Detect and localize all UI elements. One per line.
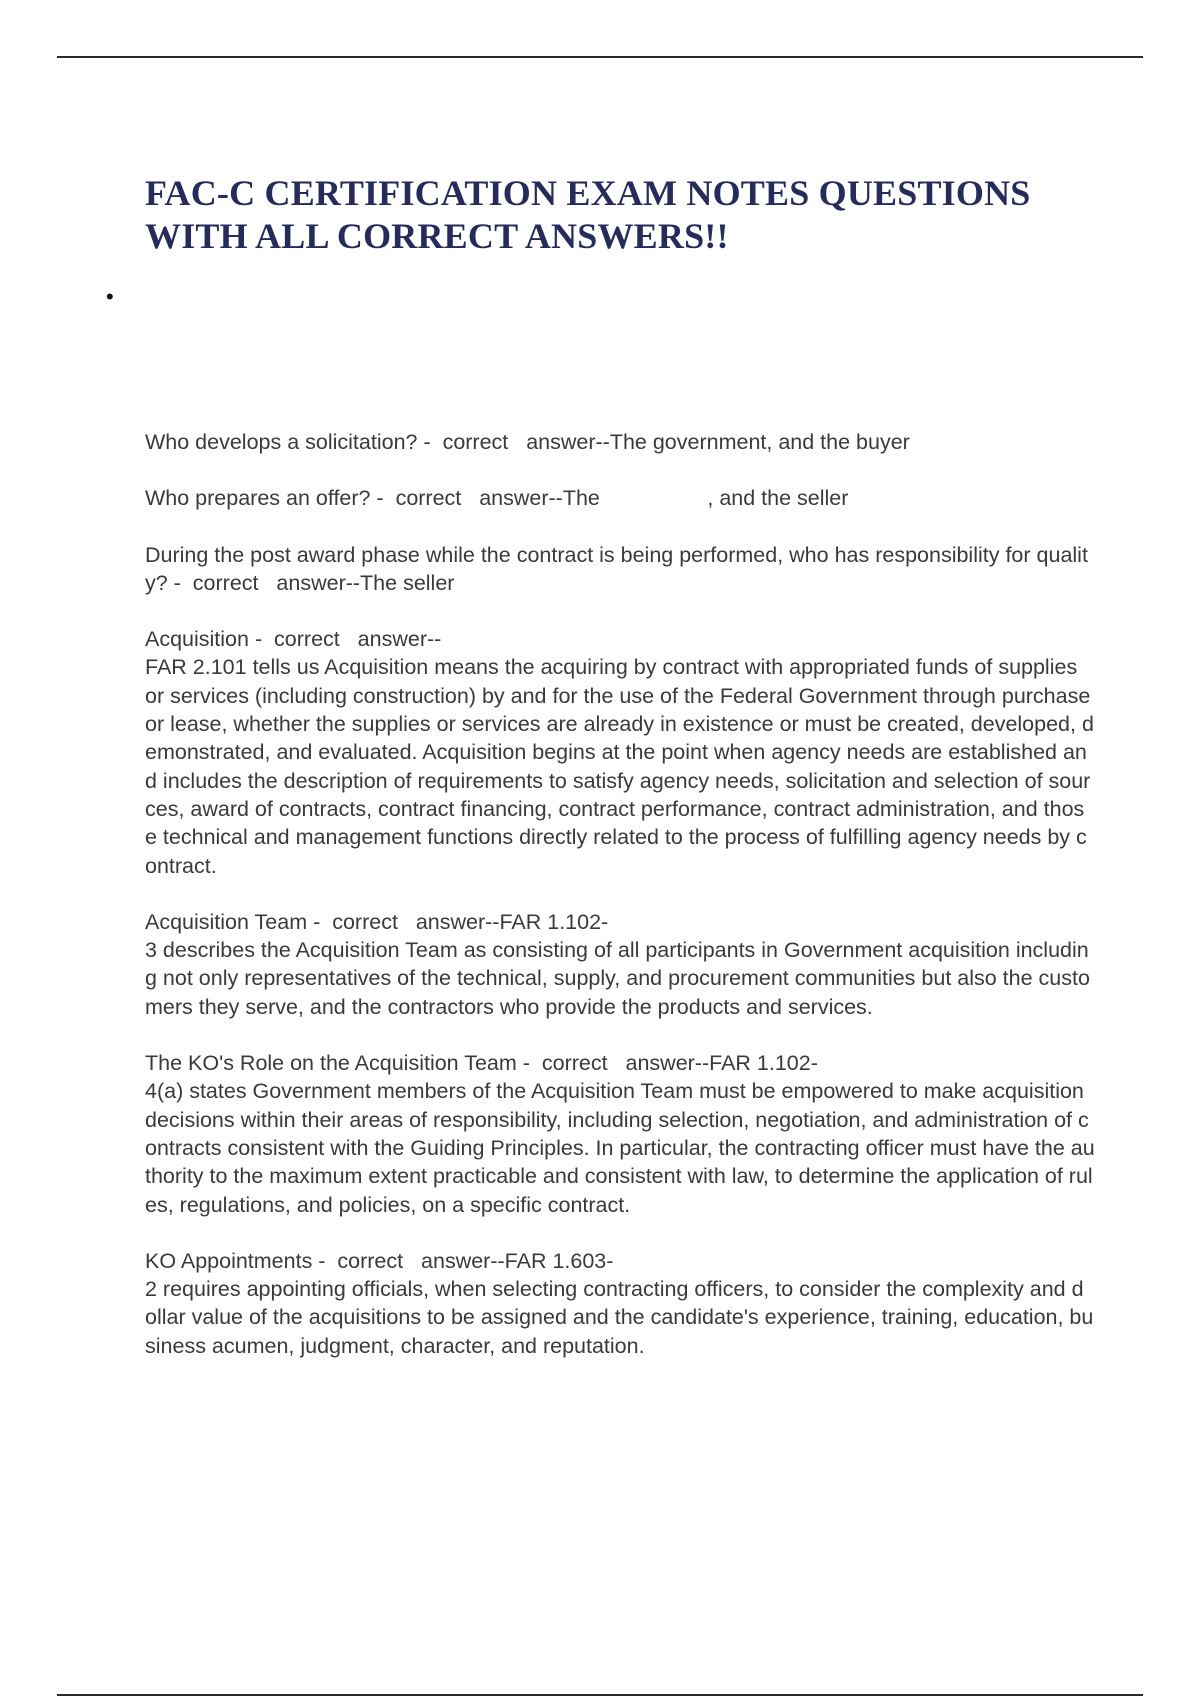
- top-divider: [57, 56, 1143, 58]
- qa-entry-solicitation: Who develops a solicitation? - correct answer--The government, and the buyer: [145, 430, 910, 454]
- qa-entry-acquisition-team: Acquisition Team - correct answer--FAR 1.102- 3 describes the Acquisition Team as consisting of all participants in Government acquisition including not only representatives of the technical, supply, and procurement communities but also the customers they serve, and the contractors who provide the products and services.: [145, 909, 1090, 1019]
- qa-entry-offer: Who prepares an offer? - correct answer--The , and the seller: [145, 486, 849, 511]
- qa-entry-ko-role: The KO's Role on the Acquisition Team - correct answer--FAR 1.102- 4(a) states Government members of the Acquisition Team must be empowered to make acquisition decisions within their areas of responsibility, including selection, negotiation, and administration of contracts consistent with the Guiding Principles. In particular, the contracting officer must have the authority to the maximum extent practicable and consistent with law, to determine the application of rules, regulations, and policies, on a specific contract.: [145, 1051, 1095, 1217]
- qa-entry-quality: During the post award phase while the contract is being performed, who has responsibility for quality? - correct answer--The seller: [145, 542, 1088, 595]
- qa-list: [145, 428, 1095, 1388]
- qa-entry-ko-appointments: KO Appointments - correct answer--FAR 1.603- 2 requires appointing officials, when selecting contracting officers, to consider the complexity and dollar value of the acquisitions to be assigned and the candidate's experience, training, education, business acumen, judgment, character, and reputation.: [145, 1248, 1094, 1358]
- bottom-divider: [57, 1694, 1143, 1696]
- page-title: FAC-C CERTIFICATION EXAM NOTES QUESTIONS WITH ALL CORRECT ANSWERS!!: [145, 173, 1031, 256]
- bullet-marker: •: [106, 284, 114, 309]
- qa-entry-acquisition: Acquisition - correct answer-- FAR 2.101 tells us Acquisition means the acquiring by contract with appropriated funds of supplies or services (including construction) by and for the use of the Federal Government through purchase or lease, whether the supplies or services are already in existence or must be created, developed, demonstrated, and evaluated. Acquisition begins at the point when agency needs are established and includes the description of requirements to satisfy agency needs, solicitation and selection of sources, award of contracts, contract financing, contract performance, contract administration, and those technical and management functions directly related to the process of fulfilling agency needs by contract.: [145, 627, 1094, 878]
